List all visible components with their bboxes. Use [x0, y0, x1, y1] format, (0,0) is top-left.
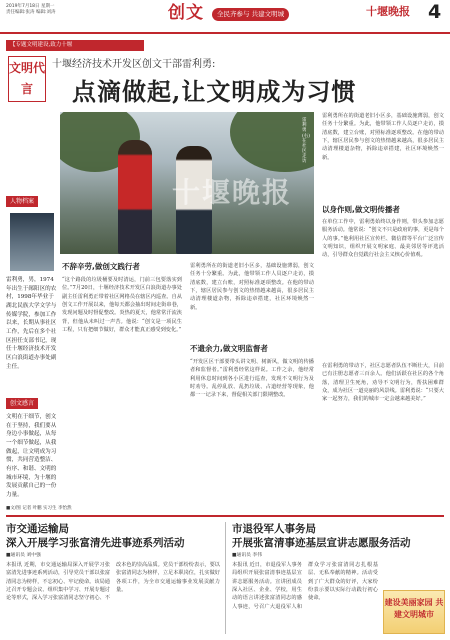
photo-caption: 雷利勇(右)在社区走访 [302, 118, 311, 165]
column-divider [225, 522, 226, 634]
article-paragraph: 在单位工作中，雷利勇始终以身作则，带头参加志愿服务活动。他常说：“创文不只是政府的事，更是每个人的事。”他利用社区宣传栏、微信群等平台广泛宣传文明知识，组织开展文明家庭、最美邻居等评选活动，引导群众自觉践行社会主义核心价值观。 [322, 219, 444, 259]
article-paragraph: 雷利勇所在的街道老旧小区多，基础设施薄弱，创文任务十分繁重。为此，他带领工作人员逐户走访，摸清底数，建立台账，对照标准逐项整改。在他的带动下，辖区居民参与创文的热情越来越高，很多居民主动清理楼道杂物，拆除违章搭建，社区环境焕然一新。 [322, 113, 444, 161]
section-brand: 创文 [168, 3, 204, 23]
section-divider [6, 515, 444, 517]
promo-badge: 建设美丽家园 共建文明城市 [383, 590, 445, 634]
person-figure [118, 140, 152, 254]
news-title-line1: 市退役军人事务局 [232, 523, 316, 535]
portrait-photo [10, 213, 54, 271]
issue-date: 2019年7月18日 星期一 [6, 4, 55, 9]
news-reporter: ■通讯员 刘中强 [6, 553, 41, 558]
article-paragraph: “这个路段的垃圾桶要及时清运，门前三包要落实到位。”7月20日，十堰经济技术开发区白浪街道办事处副主任雷利勇正带着社区网格员在辖区内巡查。自从创文工作开展以来，他每天都会抽出时间走街串巷，发现问题及时督促整改。炎热的夏天，他常常汗流浃背，但他从未叫过一声苦。他说：“创文是一项民生工程，只有把细节做好，群众才能真正感受到变化。” [62, 277, 182, 333]
feature-photo [60, 112, 314, 254]
reporter-credit: ■文/图 记者 叶鹏 实习生 李怡然 [6, 506, 72, 511]
article-subtitle: 十堰经济技术开发区创文干部雷利勇: [52, 59, 216, 70]
article-paragraph: 雷利勇所在的街道老旧小区多，基础设施薄弱，创文任务十分繁重。为此，他带领工作人员逐户走访，摸清底数，建立台账，对照标准逐项整改。在他的带动下，辖区居民参与创文的热情越来越高，很多居民主动清理楼道杂物，拆除违章搭建，社区环境焕然一新。 [190, 263, 314, 311]
header-date [6, 4, 96, 16]
column-banner: 【专题文明建设,致力十堰 [6, 40, 144, 51]
motto-text: 文明在于细节，创文在于坚持，我们要从身边小事做起，从每一个细节做起，从我做起，让文明成为习惯，共同营造整洁、有序、和谐、文明的城市环境，为十堰的发展贡献自己的一份力量。 [6, 414, 57, 498]
editor-info: 责任编辑:张涛 编辑:刘涛 [6, 9, 56, 15]
photo-watermark: 十堰晚报 [172, 176, 293, 209]
motto-tag: 创文感言 [6, 398, 38, 409]
article-credit [6, 506, 72, 512]
news-reporter: ■通讯员 李伟 [232, 553, 263, 558]
section-heading: 不辞辛劳,做创文践行者 [62, 262, 140, 271]
section-heading: 以身作则,做文明传播者 [322, 205, 400, 214]
header-slogan: 全民齐参与 共建文明城 [212, 8, 289, 21]
profile-tag: 人物档案 [6, 196, 38, 207]
section-heading: 不遗余力,做文明监督者 [190, 344, 268, 353]
page-header [0, 0, 450, 34]
profile-text: 雷利勇，男，1974年出生于郧阳区的农村，1998年毕业于湖北民族大学文学与传媒学院，参加工作以来，长期从事社区工作，先后在多个社区担任支部书记，现任十堰经济技术开发区白浪街道办事处副主任。 [6, 277, 57, 370]
news-body: 本报讯 近日，市退役军人事务局组织开展张富清事迹基层宣讲志愿服务活动。宣讲团成员深入社区、企业、学校，用生动的语言讲述张富清同志的感人事迹，号召广大退役军人和群众学习张富清同志扎根基层、无私奉献的精神。活动受到了广大群众的好评，大家纷纷表示要以实际行动践行初心使命。 [232, 562, 378, 610]
article-headline: 点滴做起,让文明成为习惯 [72, 77, 357, 106]
newspaper-name: 十堰晚报 [366, 5, 410, 18]
news-body: 本报讯 近期，市交通运输局深入开展学习张富清先进事迹系列活动，引导党员干部以张富清同志为榜样，不忘初心、牢记使命。该局通过召开专题会议、组织集中学习、开展专题讨论等形式，深入学习张富清同志坚守初心、不改本色的崇高品质。党员干部纷纷表示，要以张富清同志为榜样，立足本职岗位，扎实做好各项工作，为全市交通运输事业发展贡献力量。 [6, 562, 220, 602]
article-paragraph: 在雷利勇的带动下，社区志愿者队伍不断壮大，目前已有注册志愿者三百余人。他们活跃在社区的各个角落，清理卫生死角，劝导不文明行为，帮扶困难群众，成为社区一道亮丽的风景线。雷利勇说：“只要大家一起努力，我们的城市一定会越来越美好。” [322, 363, 444, 403]
page-number: 4 [428, 1, 442, 23]
news-title-line2: 深入开展学习张富清先进事迹系列活动 [6, 537, 185, 549]
news-title-line2: 开展张富清事迹基层宣讲志愿服务活动 [232, 537, 411, 549]
news-title-line1: 市交通运输局 [6, 523, 69, 535]
article-paragraph: “开发区区干部要带头讲文明、树新风，做文明的传播者和监督者。”雷利勇经常这样说。工作之余，他经常利用休息时间到各小区进行巡查，发现不文明行为及时劝导。乱停乱放、乱扔垃圾、占道经营等现象，他都一一记录下来，督促相关部门限期整改。 [190, 359, 314, 399]
column-logo: 文明代言 [8, 56, 46, 102]
